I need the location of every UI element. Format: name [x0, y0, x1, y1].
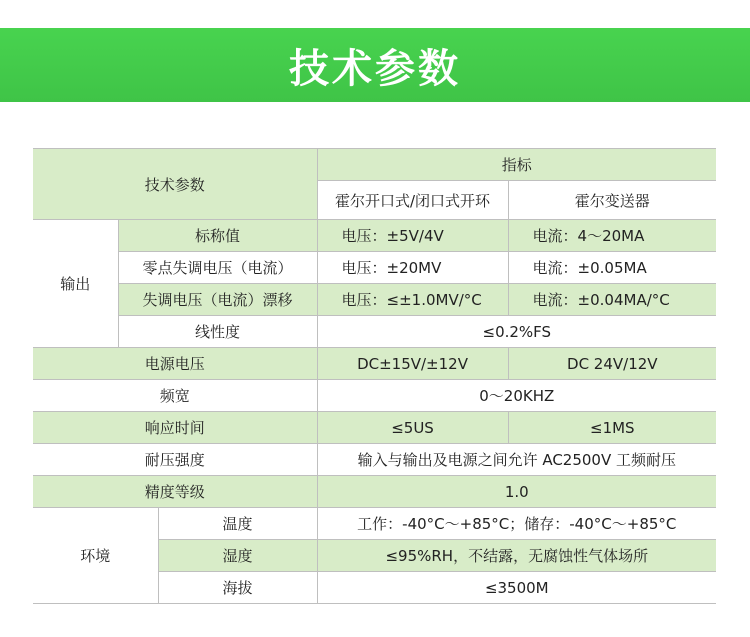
cell-a: DC±15V/±12V	[317, 348, 508, 380]
page-title: 技术参数	[289, 45, 461, 92]
row-label: 海拔	[158, 572, 317, 604]
environment-group-label: 环境	[33, 508, 158, 604]
cell-b: 电流：±0.05MA	[508, 252, 716, 284]
cell-b: 电流：±0.04MA/°C	[508, 284, 716, 316]
row-label: 标称值	[118, 220, 317, 252]
row-label: 频宽	[33, 380, 317, 412]
cell-span: 1.0	[317, 476, 716, 508]
header-param: 技术参数	[33, 149, 317, 220]
row-label: 零点失调电压（电流）	[118, 252, 317, 284]
header-col-a: 霍尔开口式/闭口式开环	[317, 181, 508, 220]
cell-span: ≤0.2%FS	[317, 316, 716, 348]
row-label: 失调电压（电流）漂移	[118, 284, 317, 316]
cell-span: ≤95%RH，不结露，无腐蚀性气体场所	[317, 540, 716, 572]
row-label: 温度	[158, 508, 317, 540]
cell-span: 工作：-40°C～+85°C；储存：-40°C～+85°C	[317, 508, 716, 540]
cell-b: ≤1MS	[508, 412, 716, 444]
row-label: 精度等级	[33, 476, 317, 508]
spec-table	[33, 148, 716, 604]
cell-a: 电压：±20MV	[317, 252, 508, 284]
cell-span: ≤3500M	[317, 572, 716, 604]
row-label: 湿度	[158, 540, 317, 572]
row-label: 线性度	[118, 316, 317, 348]
row-label: 响应时间	[33, 412, 317, 444]
cell-a: 电压：≤±1.0MV/°C	[317, 284, 508, 316]
header-spec: 指标	[317, 149, 716, 181]
header-col-b: 霍尔变送器	[508, 181, 716, 220]
output-group-label: 输出	[33, 220, 118, 348]
cell-span: 输入与输出及电源之间允许 AC2500V 工频耐压	[317, 444, 716, 476]
cell-span: 0～20KHZ	[317, 380, 716, 412]
cell-a: 电压：±5V/4V	[317, 220, 508, 252]
row-label: 电源电压	[33, 348, 317, 380]
cell-b: 电流：4～20MA	[508, 220, 716, 252]
title-banner	[0, 28, 750, 102]
cell-b: DC 24V/12V	[508, 348, 716, 380]
cell-a: ≤5US	[317, 412, 508, 444]
row-label: 耐压强度	[33, 444, 317, 476]
